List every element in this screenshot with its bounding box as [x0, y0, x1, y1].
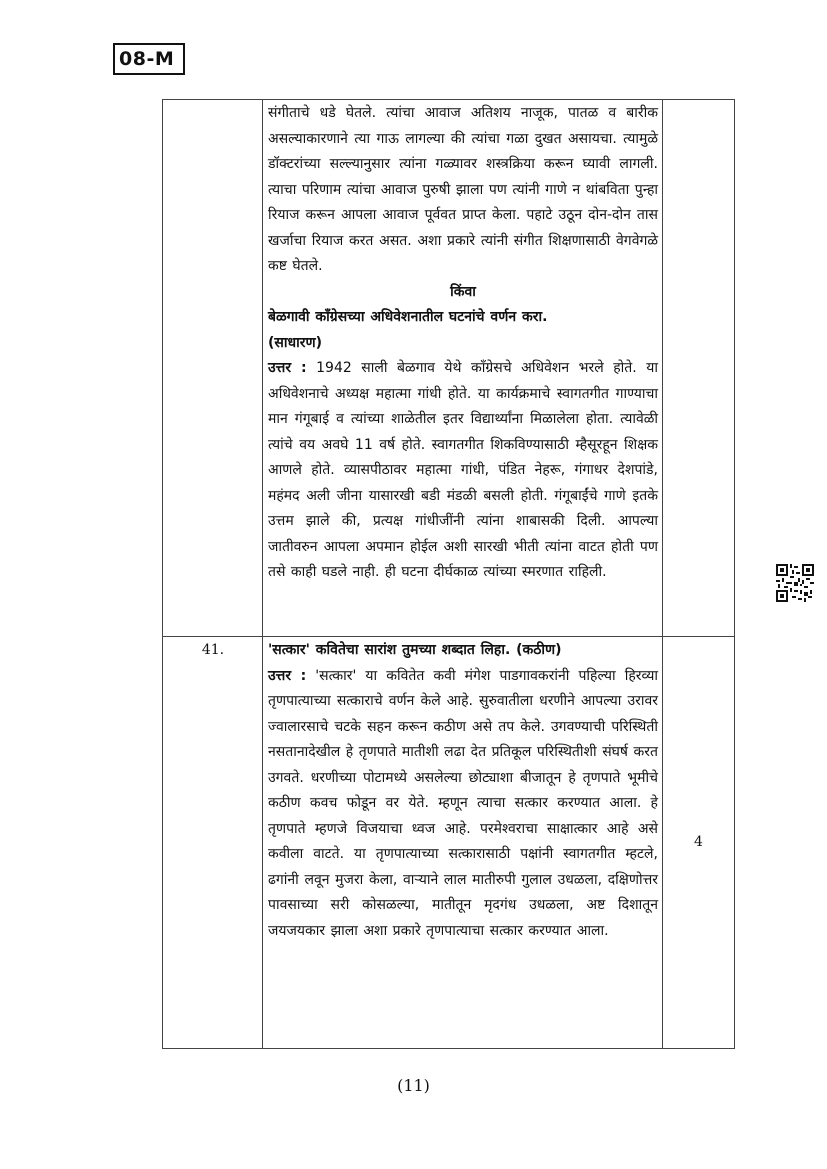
or-label: किंवा — [450, 283, 476, 300]
alt-question: बेळगावी काँग्रेसच्या अधिवेशनातील घटनांचे वर्णन करा. — [268, 309, 548, 325]
table-divider-2 — [662, 99, 663, 1049]
answer-text: 'सत्कार' या कवितेत कवी मंगेश पाडगावकरांनी पहिल्या हिरव्या तृणपात्याच्या सत्काराचे वर्णन केले आहे. सुरुवातीला धरणीने आपल्या उरावर ज्वालारसाचे चटके सहन करून कठीण असे तप केले. उगवण्याची परिस्थिती नसतानादेखील हे तृणपाते मातीशी लढा देत प्रतिकूल परिस्थितीशी संघर्ष करत उगवते. धरणीच्या पोटामध्ये असलेल्या छोट्याशा बीजातून हे तृणपाते भूमीचे कठीण कवच फोडून वर येते. म्हणून त्याचा सत्कार करण्यात आला. हे तृणपाते म्हणजे विजयाचा ध्वज आहे. परमेश्वराचा साक्षात्कार आहे असे कवीला वाटते. या तृणपात्याच्या सत्कारासाठी पक्षांनी स्वागतगीत म्हटले, ढगांनी लवून मुजरा केला, वाऱ्याने लाल मातीरुपी गुलाल उधळला, दक्षिणोत्तर पावसाच्या सरी कोसळल्या, मातीतून मृदगंध उधळला, अष्ट दिशातून जयजयकार झाला अशा प्रकारे तृणपात्याचा सत्कार करण्यात आला. — [268, 667, 659, 939]
row1-answer — [268, 356, 658, 586]
table-divider-1 — [262, 99, 263, 1049]
row1-content — [268, 101, 658, 586]
table-border-left — [162, 99, 163, 1049]
question-text: 'सत्कार' कवितेचा सारांश तुमच्या शब्दात लिहा. (कठीण) — [268, 642, 562, 658]
question-number: 41. — [201, 642, 225, 658]
table-border-bottom — [162, 1048, 735, 1049]
answer-label: उत्तर : — [268, 360, 307, 376]
table-border-top — [162, 99, 735, 100]
marks-value: 4 — [694, 834, 703, 850]
answer-label: उत्तर : — [268, 667, 307, 684]
table-row-divider — [162, 636, 735, 637]
paper-code-box — [113, 43, 185, 75]
difficulty-label: (साधारण) — [268, 334, 322, 351]
row2-content — [268, 638, 658, 944]
answer-text: 1942 साली बेळगाव येथे काँग्रेसचे अधिवेशन भरले होते. या अधिवेशनाचे अध्यक्ष महात्मा गांधी होते. या कार्यक्रमाचे स्वागतगीत गाण्याचा मान गंगूबाई व त्यांच्या शाळेतील इतर विद्यार्थ्यांना मिळालेला होता. त्यावेळी त्यांचे वय अवघे 11 वर्ष होते. स्वागतगीत शिकविण्यासाठी म्हैसूरहून शिक्षक आणले होते. व्यासपीठावर महात्मा गांधी, पंडित नेहरू, गंगाधर देशपांडे, महंमद अली जीना यासारखी बडी मंडळी बसली होती. गंगूबाईंचे गाणे इतके उत्तम झाले की, प्रत्यक्ष गांधीजींनी त्यांना शाबासकी दिली. आपल्या जातीवरुन आपला अपमान होईल अशी सारखी भीती त्यांना वाटत होती पण तसे काही घडले नाही. ही घटना दीर्घकाळ त्यांच्या स्मरणात राहिली. — [268, 360, 658, 580]
page-number: (11) — [397, 1076, 430, 1095]
row2-answer — [268, 664, 658, 945]
paper-code: 08-M — [119, 48, 175, 70]
row1-paragraph: संगीताचे धडे घेतले. त्यांचा आवाज अतिशय नाजूक, पातळ व बारीक असल्याकारणाने त्या गाऊ लागल्या की त्यांचा गळा दुखत असायचा. त्यामुळे डॉक्टरांच्या सल्ल्यानुसार त्यांना गळ्यावर शस्त्रक्रिया करून घ्यावी लागली. त्याचा परिणाम त्यांचा आवाज पुरुषी झाला पण त्यांनी गाणे न थांबविता पुन्हा रियाज करून आपला आवाज पूर्ववत प्राप्त केला. पहाटे उठून दोन-दोन तास खर्जाचा रियाज करत असत. अशा प्रकारे त्यांनी संगीत शिक्षणासाठी वेगवेगळे कष्ट घेतले. — [268, 105, 658, 274]
table-border-right — [734, 99, 735, 1049]
qr-code-icon — [776, 564, 814, 602]
